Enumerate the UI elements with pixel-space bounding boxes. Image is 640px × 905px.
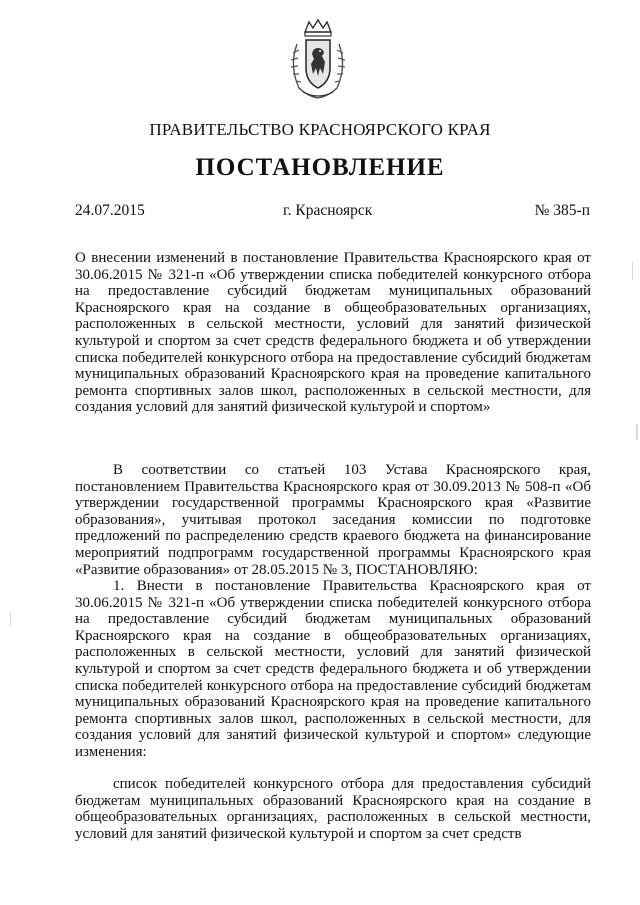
government-title: ПРАВИТЕЛЬСТВО КРАСНОЯРСКОГО КРАЯ (149, 120, 491, 139)
document-date: 24.07.2015 (75, 202, 145, 219)
scan-mark (636, 424, 638, 440)
document-number: № 385-п (534, 202, 590, 219)
document-city: г. Красноярск (283, 202, 373, 219)
document-subject: О внесении изменений в постановление Правительства Красноярского края от 30.06.2015 № 321-п «Об утверждении списка победителей конкурсного отбора на предоставление субсидий бюджетам муниципальных образований Красноярского края на создание в общеобразовательных организациях, расположенных в сельской местности, условий для занятий физической культурой и спортом за счет средств федерального бюджета и об утверждении списка победителей конкурсного отбора на предоставление субсидий бюджетам муниципальных образований Красноярского края на проведение капитального ремонта спортивных залов школ, расположенных в сельской местности, для создания условий для занятий физической культурой и спортом» (75, 250, 591, 416)
item-1-paragraph: 1. Внести в постановление Правительства Красноярского края от 30.06.2015 № 321-п «Об утверждении списка победителей конкурсного отбора на предоставление субсидий бюджетам муниципальных образований Красноярского края на создание в общеобразовательных организациях, расположенных в сельской местности, условий для занятий физической культурой и спортом за счет средств федерального бюджета и об утверждении списка победителей конкурсного отбора на предоставление субсидий бюджетам муниципальных образований Красноярского края на проведение капитального ремонта спортивных залов школ, расположенных в сельской местности, для создания условий для занятий физической культурой и спортом» следующие изменения: (75, 578, 591, 760)
scan-mark (10, 612, 11, 626)
item-1-list-paragraph: список победителей конкурсного отбора для предоставления субсидий бюджетам муниципальных образований Красноярского края на создание в общеобразовательных организациях, расположенных в сельской местности, условий для занятий физической культурой и спортом за счет средств (75, 776, 591, 842)
preamble-paragraph: В соответствии со статьей 103 Устава Красноярского края, постановлением Правительства Красноярского края от 30.09.2013 № 508-п «Об утверждении государственной программы Красноярского края «Развитие образования», учитывая протокол заседания комиссии по подготовке предложений по распределению средств краевого бюджета на финансирование мероприятий подпрограмм государственной программы Красноярского края «Развитие образования» от 28.05.2015 № 3, ПОСТАНОВЛЯЮ: (75, 462, 591, 578)
krasnoyarsk-coat-of-arms-icon (287, 18, 349, 100)
document-type-title: ПОСТАНОВЛЕНИЕ (195, 154, 445, 181)
scan-mark (632, 262, 633, 280)
document-meta-row (75, 202, 590, 222)
